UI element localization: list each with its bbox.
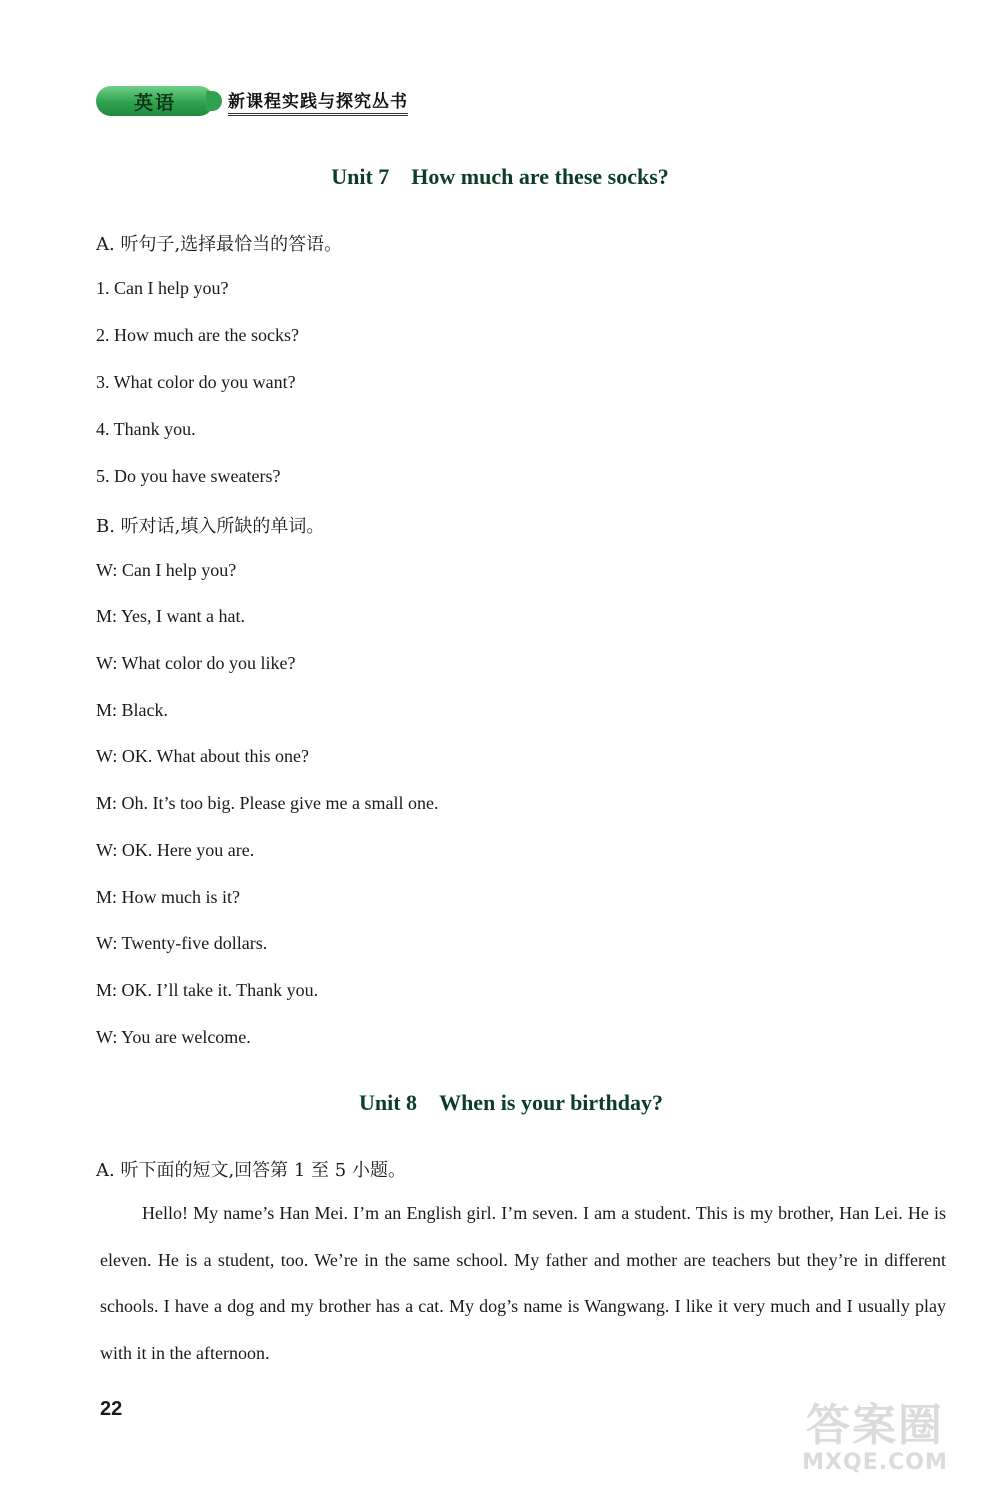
- watermark-bottom: MXQE.COM: [802, 1450, 948, 1475]
- unit7-section-a: A. 听句子,选择最恰当的答语。: [96, 234, 343, 255]
- question-5: 5. Do you have sweaters?: [96, 466, 281, 486]
- unit8-heading: [0, 1090, 1000, 1116]
- unit8-passage: Hello! My name’s Han Mei. I’m an English girl. I’m seven. I am a student. This is my brother, Han Lei. He is eleven. He is a student, too. We’re in the same school. My father and mother are teachers but they’re in different schools. I have a dog and my brother has a cat. My dog’s name is Wangwang. I like it very much and I usually play with it in the afternoon.: [100, 1203, 946, 1363]
- unit7-section-b: B. 听对话,填入所缺的单词。: [96, 516, 325, 537]
- dialogue-line-7: W: OK. Here you are.: [96, 840, 255, 860]
- dialogue-line-4: M: Black.: [96, 700, 168, 720]
- question-1: 1. Can I help you?: [96, 278, 229, 298]
- dialogue-line-2: M: Yes, I want a hat.: [96, 606, 245, 626]
- dialogue-line-9: W: Twenty-five dollars.: [96, 933, 268, 953]
- unit7-number: Unit 7: [331, 164, 390, 189]
- question-3: 3. What color do you want?: [96, 372, 296, 392]
- unit7-heading: [0, 164, 1000, 190]
- watermark-top: 答案圈: [806, 1400, 944, 1451]
- watermark-logo: [770, 1402, 980, 1482]
- series-title: 新课程实践与探究丛书: [228, 87, 408, 116]
- dialogue-line-5: W: OK. What about this one?: [96, 746, 309, 766]
- page-header: [96, 86, 408, 116]
- dialogue-line-11: W: You are welcome.: [96, 1027, 251, 1047]
- dialogue-line-6: M: Oh. It’s too big. Please give me a small one.: [96, 793, 439, 813]
- unit8-section-a: A. 听下面的短文,回答第 1 至 5 小题。: [96, 1160, 406, 1181]
- page-number: 22: [100, 1398, 123, 1420]
- dialogue-line-3: W: What color do you like?: [96, 653, 296, 673]
- subject-badge: 英语: [96, 86, 214, 116]
- unit7-title: How much are these socks?: [411, 164, 669, 189]
- unit8-title: When is your birthday?: [439, 1090, 663, 1115]
- question-2: 2. How much are the socks?: [96, 325, 299, 345]
- dialogue-line-10: M: OK. I’ll take it. Thank you.: [96, 980, 319, 1000]
- dialogue-line-8: M: How much is it?: [96, 887, 240, 907]
- dialogue-line-1: W: Can I help you?: [96, 560, 237, 580]
- unit8-number: Unit 8: [359, 1090, 418, 1115]
- question-4: 4. Thank you.: [96, 419, 196, 439]
